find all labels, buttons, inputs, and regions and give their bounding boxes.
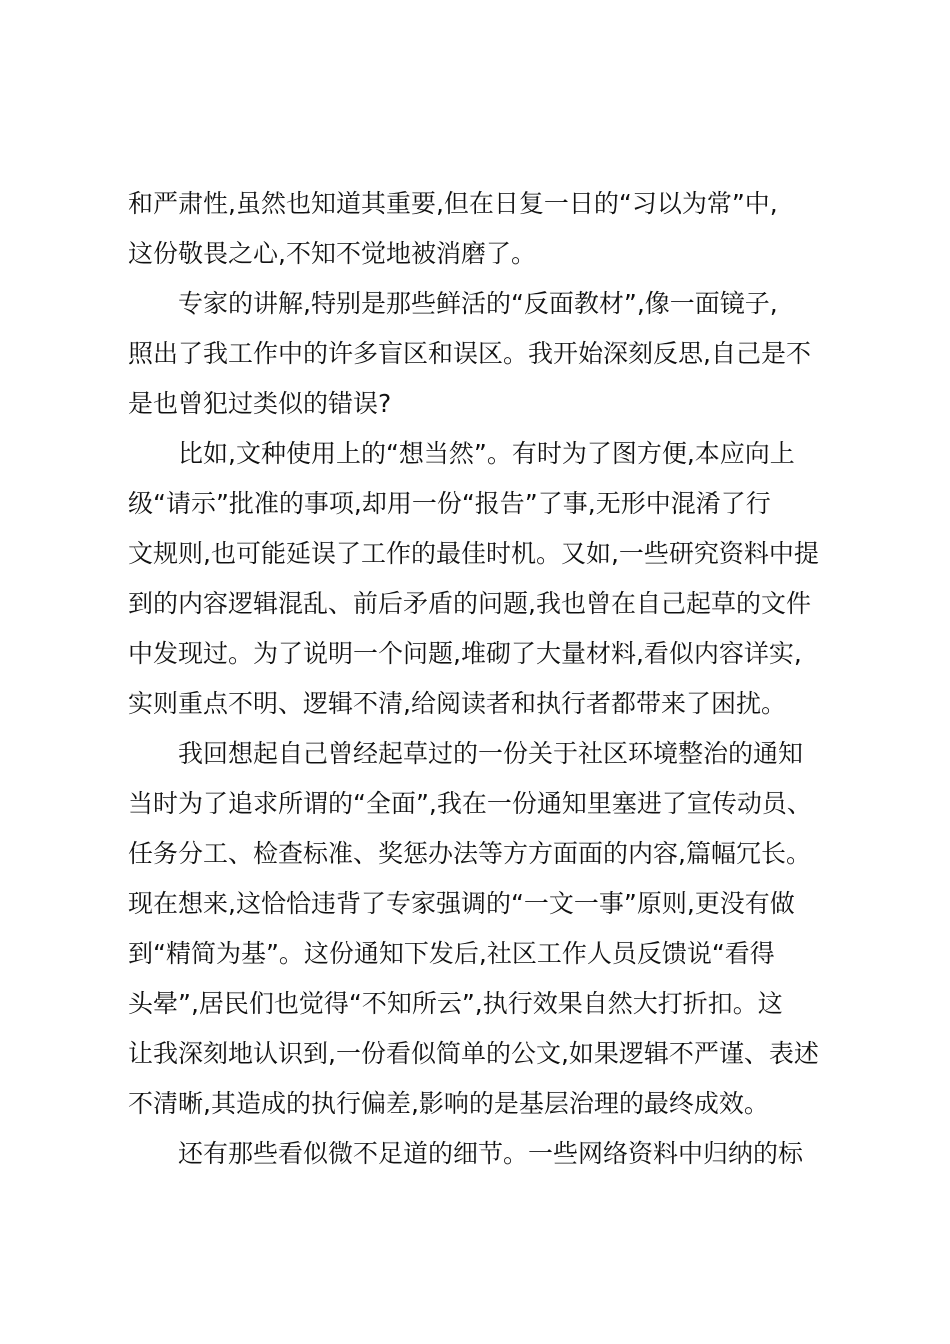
text-line: 文规则,也可能延误了工作的最佳时机。又如,一些研究资料中提: [128, 539, 819, 568]
text-line: 这份敬畏之心,不知不觉地被消磨了。: [128, 239, 536, 268]
text-line: 中发现过。为了说明一个问题,堆砌了大量材料,看似内容详实,: [128, 639, 802, 668]
text-line: 当时为了追求所谓的“全面”,我在一份通知里塞进了宣传动员、: [128, 789, 812, 818]
text-line: 让我深刻地认识到,一份看似简单的公文,如果逻辑不严谨、表述: [128, 1039, 819, 1068]
text-line: 到“精简为基”。这份通知下发后,社区工作人员反馈说“看得: [128, 939, 775, 968]
paragraph-start-line: 专家的讲解,特别是那些鲜活的“反面教材”,像一面镜子,: [178, 289, 778, 318]
text-line: 实则重点不明、逻辑不清,给阅读者和执行者都带来了困扰。: [128, 689, 786, 718]
text-line: 级“请示”批准的事项,却用一份“报告”了事,无形中混淆了行: [128, 489, 771, 518]
text-line: 和严肃性,虽然也知道其重要,但在日复一日的“习以为常”中,: [128, 189, 778, 218]
paragraph-start-line: 还有那些看似微不足道的细节。一些网络资料中归纳的标: [178, 1139, 804, 1168]
text-line: 到的内容逻辑混乱、前后矛盾的问题,我也曾在自己起草的文件: [128, 589, 811, 618]
text-line: 现在想来,这恰恰违背了专家强调的“一文一事”原则,更没有做: [128, 889, 795, 918]
paragraph-start-line: 我回想起自己曾经起草过的一份关于社区环境整治的通知: [178, 739, 804, 768]
text-line: 是也曾犯过类似的错误?: [128, 389, 392, 418]
paragraph-start-line: 比如,文种使用上的“想当然”。有时为了图方便,本应向上: [178, 439, 795, 468]
text-line: 不清晰,其造成的执行偏差,影响的是基层治理的最终成效。: [128, 1089, 769, 1118]
text-line: 任务分工、检查标准、奖惩办法等方方面面的内容,篇幅冗长。: [128, 839, 811, 868]
text-line: 头晕”,居民们也觉得“不知所云”,执行效果自然大打折扣。这: [128, 989, 783, 1018]
text-line: 照出了我工作中的许多盲区和误区。我开始深刻反思,自己是不: [128, 339, 811, 368]
